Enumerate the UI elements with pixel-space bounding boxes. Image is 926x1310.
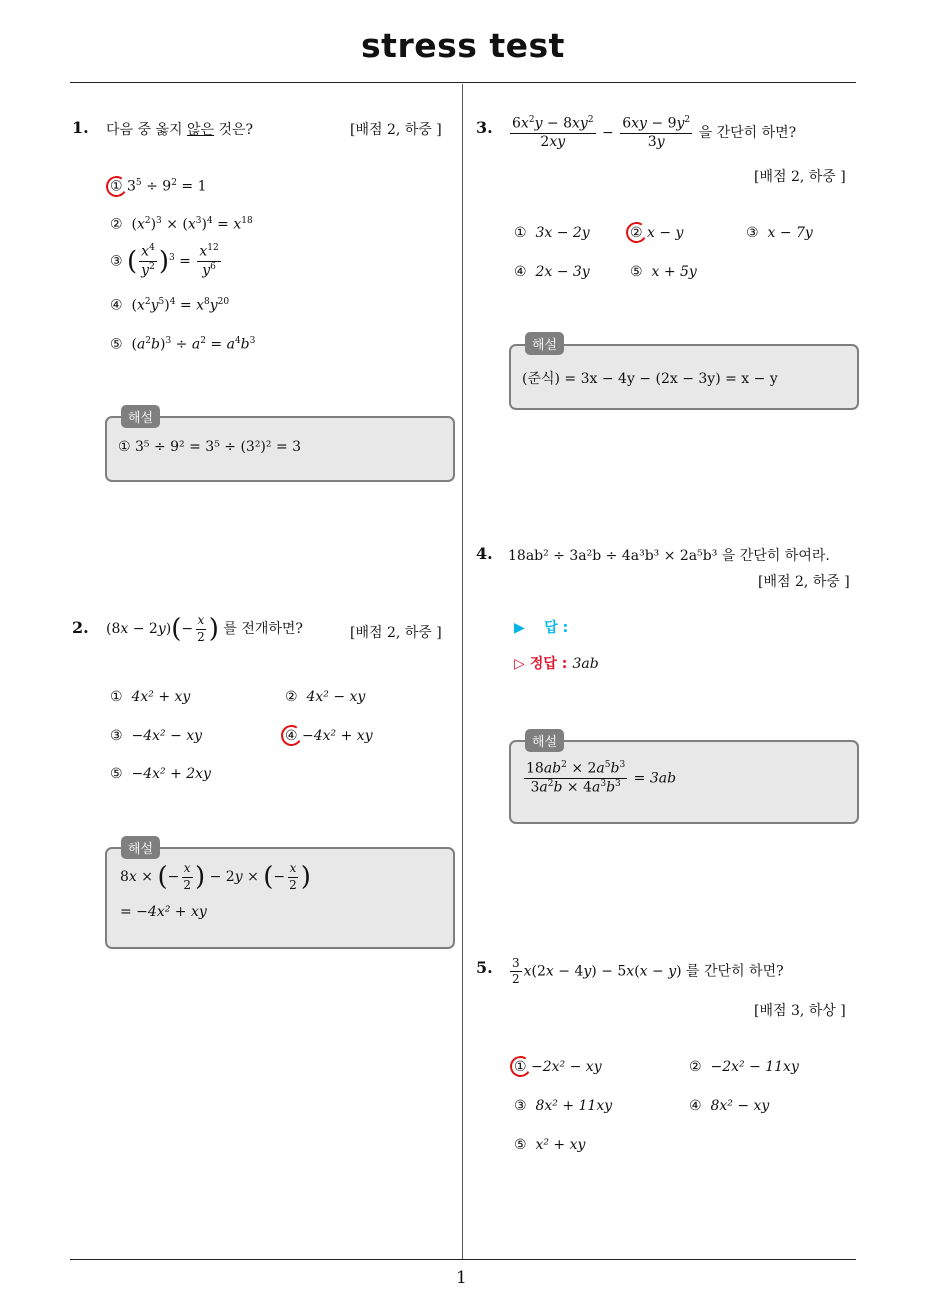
- q5-choice-5[interactable]: ⑤ x² + xy: [514, 1137, 586, 1153]
- footer-rule: [70, 1259, 856, 1260]
- q3-choice-2[interactable]: ② x − y: [630, 225, 684, 241]
- q1-choice-5[interactable]: ⑤ $(a^2b)^3 \div a^2 = a^4b^3$: [110, 336, 256, 353]
- q4-question: 18ab² ÷ 3a²b ÷ 4a³b³ × 2a⁵b³ 을 간단히 하여라.: [508, 548, 830, 564]
- q4-correct-answer: ▷ 정답 : 3ab: [514, 656, 599, 672]
- q3-choice-4[interactable]: ④ 2x − 3y: [514, 264, 590, 280]
- column-divider: [462, 84, 463, 1259]
- q2-meta: [배점 2, 하중 ]: [350, 625, 442, 641]
- q1-explanation: ① 3⁵ ÷ 9² = 3⁵ ÷ (3²)² = 3: [118, 439, 302, 455]
- q1-choice-3[interactable]: ③ ( $\frac{x^4}{y^2}$ )$^3$ = $\frac{x^{12}}{y^6}$: [110, 243, 219, 279]
- q3-explanation-tag: 해설: [525, 332, 564, 355]
- q1-number: 1.: [72, 118, 89, 137]
- q5-choice-2[interactable]: ② −2x² − 11xy: [689, 1059, 799, 1075]
- page-title: stress test: [361, 26, 565, 65]
- correct-arrow-icon: ▷: [514, 656, 525, 672]
- q2-explanation-line2: = −4x² + xy: [120, 904, 207, 920]
- answer-arrow-icon: ▶: [514, 620, 525, 636]
- q3-question: $\frac{6x^2y - 8xy^2}{2xy}$ − $\frac{6xy - 9y^2}{3y}$ 을 간단히 하면?: [512, 115, 797, 151]
- q4-number: 4.: [476, 544, 493, 563]
- q3-choice-1[interactable]: ① 3x − 2y: [514, 225, 590, 241]
- header-rule: [70, 82, 856, 83]
- q2-explanation-line1: 8x × (− $\frac{x}{2}$ ) − 2y × (− $\frac{x}{2}$ ): [120, 861, 311, 892]
- q2-choice-4[interactable]: ④ −4x² + xy: [285, 728, 373, 744]
- q1-meta: [배점 2, 하중 ]: [350, 122, 442, 138]
- q1-explanation-tag: 해설: [121, 405, 160, 428]
- q2-number: 2.: [72, 618, 89, 637]
- q1-choice-1[interactable]: ① $3^5 \div 9^2 = 1$: [110, 178, 207, 195]
- q2-choice-5[interactable]: ⑤ −4x² + 2xy: [110, 766, 211, 782]
- q3-number: 3.: [476, 118, 493, 137]
- q1-question: 다음 중 옳지 않은 것은?: [106, 122, 254, 138]
- q4-meta: [배점 2, 하중 ]: [758, 574, 850, 590]
- q2-choice-1[interactable]: ① 4x² + xy: [110, 689, 191, 705]
- q2-question: (8x − 2y)(− $\frac{x}{2}$ ) 를 전개하면?: [106, 613, 303, 644]
- q1-choice-2[interactable]: ② $(x^2)^3 \times (x^3)^4 = x^{18}$: [110, 216, 253, 233]
- q5-meta: [배점 3, 하상 ]: [754, 1003, 846, 1019]
- q5-choice-1[interactable]: ① −2x² − xy: [514, 1059, 602, 1075]
- q5-choice-3[interactable]: ③ 8x² + 11xy: [514, 1098, 613, 1114]
- q1-choice-4[interactable]: ④ $(x^2y^5)^4 = x^8y^{20}$: [110, 297, 230, 314]
- page-number: 1: [456, 1268, 467, 1288]
- q5-number: 5.: [476, 958, 493, 977]
- q4-explanation: $\frac{18ab^2 \times 2a^5b^3}{3a^2b \times 4a^3b^3}$ = 3ab: [526, 760, 677, 796]
- q5-question: $\frac{3}{2}$ x(2x − 4y) − 5x(x − y) 를 간단히 하면?: [512, 956, 784, 987]
- q2-choice-2[interactable]: ② 4x² − xy: [285, 689, 366, 705]
- q3-choice-5[interactable]: ⑤ x + 5y: [630, 264, 697, 280]
- q2-choice-3[interactable]: ③ −4x² − xy: [110, 728, 203, 744]
- q4-answer-line[interactable]: ▶ 답 :: [514, 620, 569, 636]
- q5-choice-4[interactable]: ④ 8x² − xy: [689, 1098, 770, 1114]
- q3-explanation: (준식) = 3x − 4y − (2x − 3y) = x − y: [522, 371, 778, 387]
- q3-choice-3[interactable]: ③ x − 7y: [746, 225, 813, 241]
- q4-explanation-tag: 해설: [525, 729, 564, 752]
- q2-explanation-tag: 해설: [121, 836, 160, 859]
- q3-meta: [배점 2, 하중 ]: [754, 169, 846, 185]
